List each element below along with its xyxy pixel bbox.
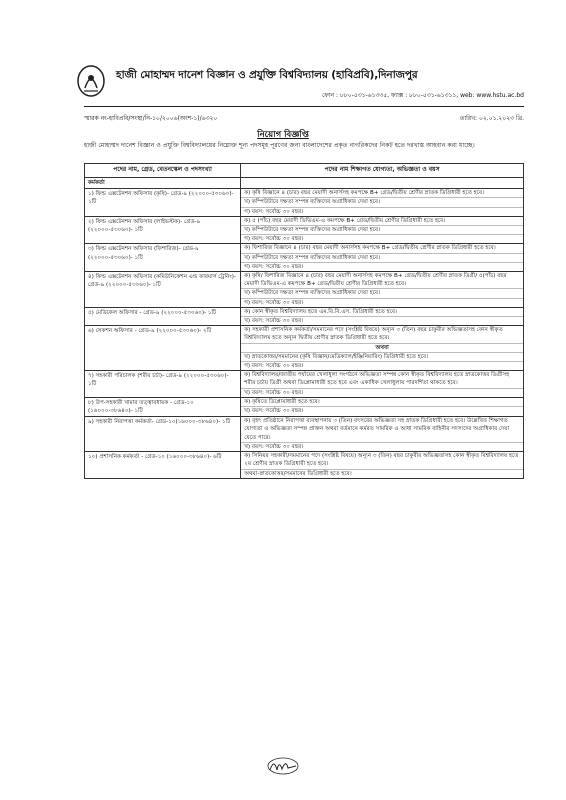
requirement-line: গ) বয়স: সর্বোচ্চ ৩০ বছর। [244, 208, 304, 215]
vacancy-table [84, 163, 524, 479]
column-header-post: পদের নাম, গ্রেড, বেতনস্কেল ও পদসংখ্যা [85, 164, 241, 178]
requirement-line: গ) বয়স: সর্বোচ্চ ৩০ বছর। [244, 299, 304, 306]
notice-title: নিয়োগ বিজ্ঞপ্তি [257, 130, 309, 140]
table-row [85, 397, 524, 416]
signature-icon [266, 756, 300, 776]
table-row [85, 244, 524, 272]
requirement-cell [241, 326, 524, 371]
table-row [85, 371, 524, 398]
post-cell: ৩) ফিল্ড এক্সটেনশন অফিসার (ফিশারিজ)- গ্রেড-৯ (২২০০০-৫৩০৬০)- ১টি [85, 244, 241, 272]
section-row [85, 178, 524, 189]
requirement-line: ক) কৃষি বিজ্ঞানে ৪ (চার) বছর মেয়াদী অনার্সসহ কমপক্ষে B+ গ্রেড/দ্বিতীয় শ্রেণীর স্নাতক ডিগ্রিধারী হতে হবে। [241, 189, 523, 198]
requirement-cell [241, 397, 524, 416]
university-logo-icon [76, 64, 106, 98]
requirement-line: অথবা [241, 344, 523, 353]
post-cell: ৫) মেডিকেল অফিসার - গ্রেড-৯ (২২০০০-৫৩০৬০)- ১টি [85, 307, 241, 325]
requirement-line: অথবা-স্নাতকোত্তর/সমমানের ডিগ্রিধারী হতে হবে। [244, 470, 352, 477]
requirement-cell [241, 452, 524, 479]
requirement-line: খ) বয়স: সর্বোচ্চ ৩০ বছর। [244, 408, 304, 415]
requirement-line: ক) কৃষিতে ডিপ্লোমাধারী হতে হবে। [241, 398, 523, 407]
requirement-line: খ) কম্পিউটারে দক্ষতা সম্পন্ন ব্যক্তিদের অগ্রাধিকার দেয়া হবে। [241, 226, 523, 235]
requirement-line: গ) বয়স: সর্বোচ্চ ৩০ বছর। [244, 236, 304, 243]
requirement-line: খ) কম্পিউটারে দক্ষতা সম্পন্ন ব্যক্তিদের অগ্রাধিকার দেয়া হবে। [241, 254, 523, 263]
requirement-cell [241, 244, 524, 272]
post-cell: ৬) সেকশন অফিসার - গ্রেড-৯ (২২০০০-৫৩০৬০)- ২টি [85, 326, 241, 371]
post-cell: ৪) ফিল্ড এক্সটেনশন অফিসার (কমিউনিকেশন এন্ড ফারমার্স ট্রেনিং)- গ্রেড-৯ (২২০০০-৫৩০৬০)- ১টি [85, 272, 241, 308]
table-row [85, 272, 524, 308]
table-row [85, 189, 524, 217]
requirement-line: ক) কৃষি/ ফিশারিজ বিজ্ঞানে ৪ (চার) বছর মেয়াদী অনার্সসহ কমপক্ষে B+ গ্রেড/দ্বিতীয় শ্রেণীর স্নাতক ডিগ্রী/ ৫(পাঁচ) বছর মেয়াদী ডিভিএম-এ কমপক্ষে B+ গ্রেড/দ্বিতীয় শ্রেণীর ডিগ্রিধারী হতে হবে। [241, 272, 523, 289]
requirement-cell [241, 216, 524, 244]
post-cell: ১) ফিল্ড এক্সটেনশন অফিসার (কৃষি)- গ্রেড-৯ (২২০০০-৫৩০৬০)- ১টি [85, 189, 241, 217]
contact-info: ফোন : ৮৮০-৫৩১-৬১৩৩৫, ফ্যাক্স : ৮৮০-৫৩১-৬১৩১১, web: www.hstu.ac.bd [321, 92, 524, 99]
requirement-line: গ) বয়স: সর্বোচ্চ ৩০ বছর। [244, 263, 304, 270]
requirement-cell [241, 189, 524, 217]
requirement-cell [241, 272, 524, 308]
table-row [85, 307, 524, 325]
post-cell: ১০) প্রশাসনিক কর্মকর্তা - গ্রেড-১০ (১৬০০০-৩৮৬৪০)- ৬টি [85, 452, 241, 479]
requirement-line: খ) বয়স: সর্বোচ্চ ৩০ বছর। [244, 318, 304, 325]
post-cell: ৮) উপ-সহকারী খামার তত্ত্বাবধায়ক - গ্রেড-১০ (১৬০০০-৩৮৬৪০)- ১টি [85, 397, 241, 416]
table-row [85, 216, 524, 244]
memo-date: তারিখ: ০২.০১.২০২৩ খ্রি. [459, 115, 524, 122]
table-row [85, 417, 524, 452]
requirement-line: ক) সিনিয়র সহকারী/সমমানের পদে (সংশ্লিষ্ট বিষয়ে) অন্যূন ৩ (তিন) বছর চাকুরীর অভিজ্ঞতাসহ কোন স্বীকৃত বিশ্ববিদ্যালয় হতে ২য় শ্রেণীর স্নাতক ডিগ্রিধারী হতে হবে। [241, 452, 523, 469]
requirement-line: ক) কোন স্বীকৃত বিশ্ববিদ্যালয় হতে এম.বি.বি.এস. ডিগ্রিধারী হতে হবে। [241, 308, 523, 317]
requirement-line: খ) স্নাতকোত্তর/সমমানের (কৃষি বিজ্ঞান/মেডিক্যাল/ইঞ্জিনিয়ারিং) ডিগ্রিধারী হতে হবে। [241, 353, 523, 362]
university-name: হাজী মোহাম্মদ দানেশ বিজ্ঞান ও প্রযুক্তি বিশ্ববিদ্যালয় (হাবিপ্রবি),দিনাজপুর [116, 69, 418, 81]
column-header-requirements: পদের নাম শিক্ষাগত যোগ্যতা, অভিজ্ঞতা ও বয়স [241, 164, 524, 178]
table-row [85, 452, 524, 479]
requirement-cell [241, 417, 524, 452]
header-divider [84, 106, 524, 107]
requirement-line: ক) বিশ্ববিদ্যালয়/জাতীয় পর্যায়ের খেলাধুলা সংগঠনে অভিজ্ঞতা সম্পন্ন কোন স্বীকৃত বিশ্ববিদ্যালয় হতে স্নাতকোত্তর ডিগ্রীসহ শরীর চর্চায় ডিগ্রী অথবা ডিপ্লোমাধারী হতে হবে এবং একাধিক খেলাধুলায় পারদর্শিতা থাকতে হবে। [241, 371, 523, 388]
requirement-cell [241, 371, 524, 398]
notice-intro: হাজী মোহাম্মদ দানেশ বিজ্ঞান ও প্রযুক্তি বিশ্ববিদ্যালয়ের নিম্নোক্ত শূন্য পদসমূহ পূরণের জন্য বাংলাদেশের প্রকৃত নাগরিকদের নিকট হতে দরখাস্ত আহবান করা যাচ্ছে। [84, 142, 475, 149]
table-header-row [85, 164, 524, 178]
post-cell: ৯) সহকারী নিরাপত্তা কর্মকর্তা- গ্রেড-১০(১৬০০০-৩৮৬৪০)- ১টি [85, 417, 241, 452]
requirement-line: খ) কম্পিউটারে দক্ষতা সম্পন্ন ব্যক্তিদের অগ্রাধিকার দেয়া হবে। [241, 289, 523, 298]
section-label: কর্মকর্তা [85, 178, 241, 189]
table-row [85, 326, 524, 371]
post-cell: ২) ফিল্ড এক্সটেনশন অফিসার (লাইভস্টক)- গ্রেড-৯ (২২০০০-৫৩০৬০)- ১টি [85, 216, 241, 244]
requirement-line: ক) ফিশারিজ বিজ্ঞানে ৪ (চার) বছর মেয়াদী অনার্সসহ কমপক্ষে B+ গ্রেড/দ্বিতীয় শ্রেণীর স্নাতক ডিগ্রিধারী হতে হবে। [241, 244, 523, 253]
requirement-line: গ) বয়স: সর্বোচ্চ ৩০ বছর। [244, 363, 304, 370]
memo-number: স্মারক নং-হাবিপ্রবি/সংস্থা/নি-১০/২০০৬(অংশ-১)/৬৩২০ [84, 115, 218, 122]
requirement-line: খ) বয়স: সর্বোচ্চ ৩০ বছর। [244, 389, 304, 396]
requirement-line: ক) সহকারী প্রশাসনিক কর্মকর্তা/সমমানের পদে (সংশ্লিষ্ট বিষয়ে) অন্যূন ৩ (তিন) বছর চাকুরীর অভিজ্ঞতাসহ কোন স্বীকৃত বিশ্ববিদ্যালয় হতে অন্যূন দ্বিতীয় শ্রেণীর স্নাতক ডিগ্রিধারী হতে হবে। [241, 326, 523, 343]
requirement-line: খ) কম্পিউটারে দক্ষতা সম্পন্ন ব্যক্তিদের অগ্রাধিকার দেয়া হবে। [241, 198, 523, 207]
post-cell: ৭) সহকারী পরিচালক (শরীর চর্চা)- গ্রেড-৯ (২২০০০-৫৩০৬০)- ১টি [85, 371, 241, 398]
requirement-cell [241, 307, 524, 325]
memo-row [84, 113, 524, 124]
requirement-line: ক) ৫ (পাঁচ) বছর মেয়াদী ডিভিএম-এ কমপক্ষে B+ গ্রেড/দ্বিতীয় শ্রেণীর ডিগ্রিধারী হতে হবে। [241, 217, 523, 226]
requirement-line: ক) বৃহৎ প্রতিষ্ঠানে নিরাপত্তা ব্যবস্থাপনায় ৩ (তিন) বৎসরের অভিজ্ঞতা সহ স্নাতক ডিগ্রিধারী হতে হবে। উল্লেখিত শিক্ষাগত যোগ্যতা ও অভিজ্ঞতা সম্পন্ন প্রাক্তন অথবা বর্তমানে কর্মরত সামরিক ও আধা সামরিক বাহিনীর সদস্যদের অগ্রাধিকার দেয়া যেতে পারে। [241, 417, 523, 443]
requirement-line: খ) বয়স: সর্বোচ্চ ৩০ বছর। [244, 443, 304, 450]
